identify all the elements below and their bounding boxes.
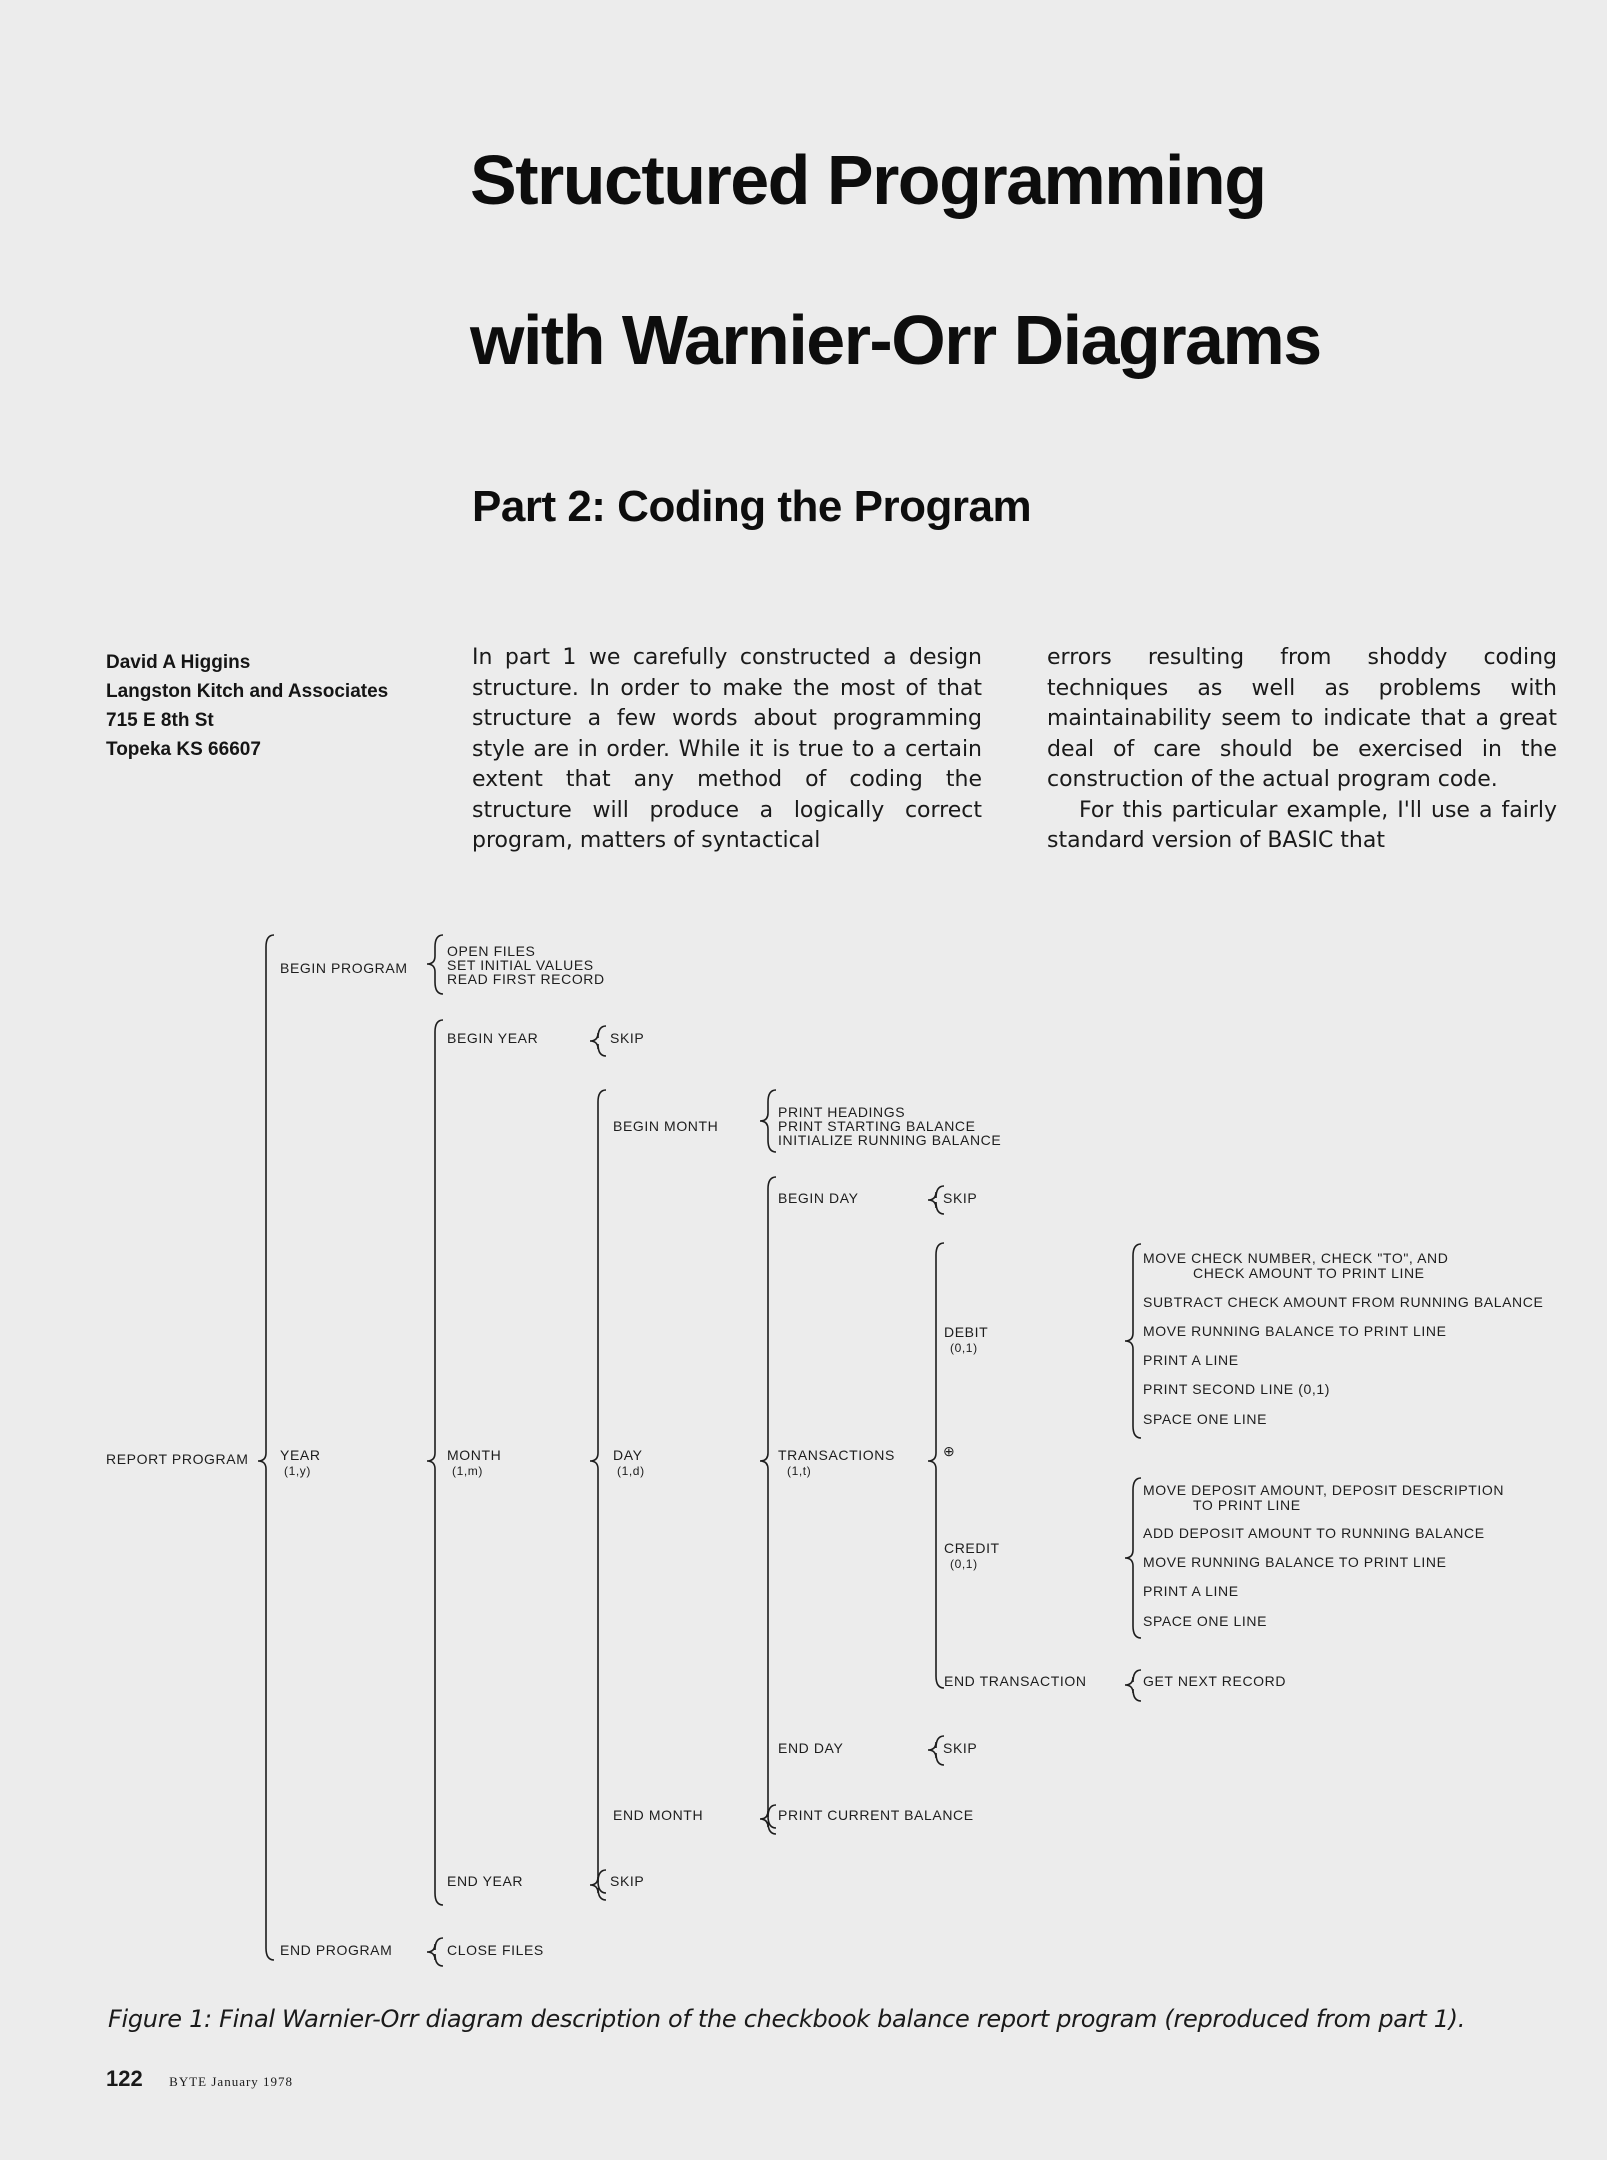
print-current-balance-label: PRINT CURRENT BALANCE [778, 1807, 974, 1823]
end-program-label: END PROGRAM [280, 1942, 393, 1958]
open-files-label: OPEN FILES [447, 943, 536, 959]
year-label: YEAR [280, 1447, 321, 1463]
publication-info: BYTE January 1978 [169, 2074, 294, 2089]
begin-program-label: BEGIN PROGRAM [280, 960, 408, 976]
move-deposit-amount-label: MOVE DEPOSIT AMOUNT, DEPOSIT DESCRIPTION [1143, 1482, 1505, 1498]
begin-day-skip-bracket [928, 1186, 944, 1214]
end-transaction-bracket [1125, 1670, 1141, 1701]
end-day-skip-label: SKIP [943, 1740, 978, 1756]
body-paragraph: For this particular example, I'll use a fairly standard version of BASIC that [1047, 797, 1557, 853]
move-check-number-label: MOVE CHECK NUMBER, CHECK "TO", AND [1143, 1250, 1449, 1266]
end-transaction-label: END TRANSACTION [944, 1673, 1087, 1689]
author-city: Topeka KS 66607 [106, 739, 261, 760]
page-number: 122 [106, 2066, 143, 2091]
begin-year-skip-label: SKIP [610, 1030, 645, 1046]
debit-bracket [1125, 1244, 1141, 1438]
credit-repeat-label: (0,1) [950, 1557, 978, 1571]
month-repeat-label: (1,m) [452, 1464, 483, 1478]
end-day-skip-bracket [928, 1736, 944, 1765]
author-name: David A Higgins [106, 652, 251, 673]
author-company: Langston Kitch and Associates [106, 681, 389, 702]
debit-print-a-line-label: PRINT A LINE [1143, 1352, 1239, 1368]
begin-year-skip-bracket [590, 1026, 606, 1056]
begin-year-label: BEGIN YEAR [447, 1030, 539, 1046]
debit-space-one-line-label: SPACE ONE LINE [1143, 1411, 1268, 1427]
begin-month-bracket [760, 1090, 776, 1152]
debit-label: DEBIT [944, 1324, 989, 1340]
set-initial-values-label: SET INITIAL VALUES [447, 957, 594, 973]
add-deposit-amount-label: ADD DEPOSIT AMOUNT TO RUNNING BALANCE [1143, 1525, 1485, 1541]
day-repeat-label: (1,d) [617, 1464, 645, 1478]
begin-day-label: BEGIN DAY [778, 1190, 859, 1206]
print-starting-balance-label: PRINT STARTING BALANCE [778, 1118, 976, 1134]
subtract-check-amount-label: SUBTRACT CHECK AMOUNT FROM RUNNING BALANCE [1143, 1294, 1544, 1310]
credit-print-a-line-label: PRINT A LINE [1143, 1583, 1239, 1599]
year-repeat-label: (1,y) [284, 1464, 311, 1478]
end-year-skip-label: SKIP [610, 1873, 645, 1889]
body-paragraph: In part 1 we carefully constructed a design structure. In order to make the most of that structure a few words about programming style are in order. While it is true to a certain extent that any method of coding the structure will produce a logically correct program, matters of syntactical [472, 645, 982, 853]
print-second-line-label: PRINT SECOND LINE (0,1) [1143, 1381, 1331, 1397]
day-label: DAY [613, 1447, 643, 1463]
check-amount-to-print-line-label: CHECK AMOUNT TO PRINT LINE [1193, 1265, 1425, 1281]
page-footer [106, 2066, 293, 2092]
diagram-labels [106, 943, 1543, 1958]
debit-move-running-balance-label: MOVE RUNNING BALANCE TO PRINT LINE [1143, 1323, 1447, 1339]
get-next-record-label: GET NEXT RECORD [1143, 1673, 1287, 1689]
credit-move-running-balance-label: MOVE RUNNING BALANCE TO PRINT LINE [1143, 1554, 1447, 1570]
transactions-repeat-label: (1,t) [787, 1464, 812, 1478]
credit-label: CREDIT [944, 1540, 1000, 1556]
transactions-label: TRANSACTIONS [778, 1447, 895, 1463]
print-headings-label: PRINT HEADINGS [778, 1104, 906, 1120]
month-bracket [590, 1090, 606, 1893]
begin-month-label: BEGIN MONTH [613, 1118, 719, 1134]
body-paragraph: errors resulting from shoddy coding techniques as well as problems with maintainability seem to indicate that a great deal of care should be exercised in the construction of the actual program code. [1047, 645, 1557, 792]
debit-repeat-label: (0,1) [950, 1341, 978, 1355]
month-label: MONTH [447, 1447, 502, 1463]
read-first-record-label: READ FIRST RECORD [447, 971, 605, 987]
begin-program-bracket [427, 935, 443, 994]
article-title-line-1: Structured Programming [470, 141, 1266, 219]
author-street: 715 E 8th St [106, 710, 214, 731]
report-program-bracket [258, 935, 274, 1960]
end-program-close-files-bracket [427, 1938, 443, 1966]
credit-bracket [1125, 1478, 1141, 1638]
credit-space-one-line-label: SPACE ONE LINE [1143, 1613, 1268, 1629]
initialize-running-balance-label: INITIALIZE RUNNING BALANCE [778, 1132, 1002, 1148]
end-day-label: END DAY [778, 1740, 844, 1756]
report-program-label: REPORT PROGRAM [106, 1451, 249, 1467]
close-files-label: CLOSE FILES [447, 1942, 544, 1958]
day-bracket [760, 1177, 776, 1828]
deposit-to-print-line-label: TO PRINT LINE [1193, 1497, 1301, 1513]
figure-caption: Figure 1: Final Warnier-Orr diagram description of the checkbook balance report program (reproduced from part 1). [108, 2005, 1466, 2033]
year-bracket [427, 1020, 443, 1905]
end-year-label: END YEAR [447, 1873, 524, 1889]
end-month-label: END MONTH [613, 1807, 704, 1823]
article-subtitle: Part 2: Coding the Program [472, 482, 1032, 531]
transactions-bracket [928, 1243, 944, 1688]
article-title-line-2: with Warnier-Orr Diagrams [470, 301, 1321, 379]
begin-day-skip-label: SKIP [943, 1190, 978, 1206]
exclusive-or-symbol: ⊕ [943, 1443, 956, 1459]
